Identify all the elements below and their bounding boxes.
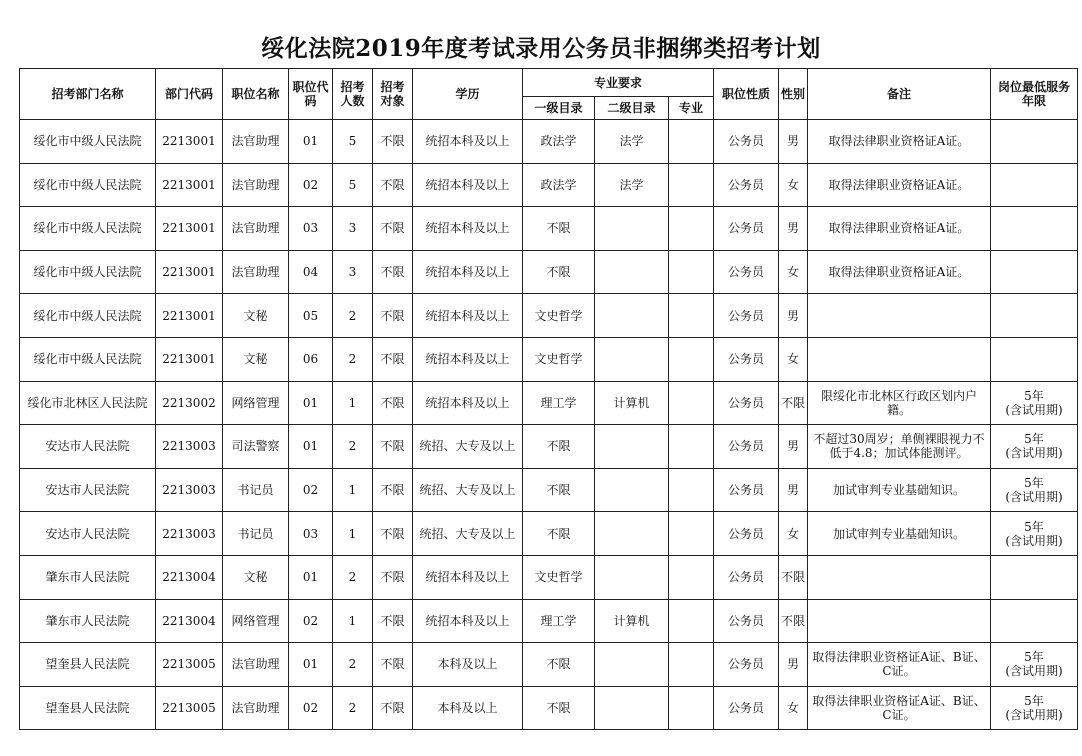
table-cell-edu: 本科及以上 <box>413 686 523 730</box>
table-cell-count: 3 <box>333 207 373 251</box>
table-cell-count: 2 <box>333 337 373 381</box>
table-cell-service <box>991 337 1078 381</box>
table-cell-major1: 不限 <box>523 512 595 556</box>
table-cell-major2: 法学 <box>595 120 669 164</box>
header-major2: 二级目录 <box>595 97 669 120</box>
table-cell-position: 书记员 <box>223 468 289 512</box>
table-cell-major2 <box>595 207 669 251</box>
table-cell-nature: 公务员 <box>714 381 779 425</box>
table-cell-major3 <box>669 555 714 599</box>
table-cell-gender: 不限 <box>779 599 808 643</box>
table-cell-code: 2213005 <box>156 686 223 730</box>
table-cell-gender: 不限 <box>779 555 808 599</box>
table-cell-service <box>991 163 1078 207</box>
table-cell-major2 <box>595 337 669 381</box>
table-cell-position: 司法警察 <box>223 425 289 469</box>
table-cell-major2: 计算机 <box>595 599 669 643</box>
table-cell-gender: 男 <box>779 294 808 338</box>
service-text: 5年 <box>1024 519 1044 534</box>
table-cell-target: 不限 <box>373 250 413 294</box>
table-cell-dept: 绥化市中级人民法院 <box>20 207 156 251</box>
table-cell-major3 <box>669 425 714 469</box>
header-major3: 专业 <box>669 97 714 120</box>
table-cell-major1: 理工学 <box>523 381 595 425</box>
table-cell-pos-code: 02 <box>289 163 333 207</box>
table-cell-edu: 统招、大专及以上 <box>413 512 523 556</box>
table-cell-nature: 公务员 <box>714 207 779 251</box>
table-cell-major2 <box>595 643 669 687</box>
header-service: 岗位最低服务年限 <box>991 69 1078 120</box>
table-cell-pos-code: 05 <box>289 294 333 338</box>
table-cell-major2 <box>595 425 669 469</box>
header-edu: 学历 <box>413 69 523 120</box>
table-cell-nature: 公务员 <box>714 643 779 687</box>
table-row <box>20 250 1078 294</box>
table-cell-count: 2 <box>333 555 373 599</box>
table-cell-code: 2213003 <box>156 425 223 469</box>
table-cell-nature: 公务员 <box>714 120 779 164</box>
table-cell-dept: 安达市人民法院 <box>20 512 156 556</box>
table-cell-major2 <box>595 555 669 599</box>
table-row <box>20 555 1078 599</box>
table-cell-dept: 安达市人民法院 <box>20 425 156 469</box>
table-cell-note: 取得法律职业资格证A证、B证、C证。 <box>808 686 991 730</box>
header-note: 备注 <box>808 69 991 120</box>
table-cell-position: 法官助理 <box>223 163 289 207</box>
table-cell-nature: 公务员 <box>714 599 779 643</box>
table-cell-major3 <box>669 381 714 425</box>
table-cell-pos-code: 01 <box>289 381 333 425</box>
table-row <box>20 686 1078 730</box>
table-cell-position: 文秘 <box>223 337 289 381</box>
service-text: 5年 <box>1024 388 1044 403</box>
header-position: 职位名称 <box>223 69 289 120</box>
table-cell-edu: 统招本科及以上 <box>413 381 523 425</box>
table-cell-position: 文秘 <box>223 294 289 338</box>
table-cell-position: 书记员 <box>223 512 289 556</box>
table-cell-target: 不限 <box>373 163 413 207</box>
table-cell-position: 网络管理 <box>223 381 289 425</box>
table-cell-count: 2 <box>333 425 373 469</box>
table-cell-major3 <box>669 250 714 294</box>
table-cell-count: 1 <box>333 381 373 425</box>
table-cell-major1: 不限 <box>523 425 595 469</box>
service-text: (含试用期) <box>1005 490 1063 505</box>
table-cell-major2: 法学 <box>595 163 669 207</box>
table-cell-gender: 女 <box>779 686 808 730</box>
header-count: 招考人数 <box>333 69 373 120</box>
table-cell-major1: 政法学 <box>523 163 595 207</box>
service-text: 5年 <box>1024 650 1044 665</box>
table-cell-position: 法官助理 <box>223 207 289 251</box>
table-cell-gender: 女 <box>779 163 808 207</box>
table-cell-major2 <box>595 294 669 338</box>
table-cell-target: 不限 <box>373 381 413 425</box>
table-cell-target: 不限 <box>373 686 413 730</box>
header-major1: 一级目录 <box>523 97 595 120</box>
table-cell-service <box>991 643 1078 687</box>
table-cell-code: 2213004 <box>156 555 223 599</box>
table-cell-major3 <box>669 686 714 730</box>
table-cell-major3 <box>669 294 714 338</box>
table-cell-gender: 女 <box>779 512 808 556</box>
table-cell-major1: 理工学 <box>523 599 595 643</box>
table-cell-major2 <box>595 512 669 556</box>
table-cell-service <box>991 207 1078 251</box>
recruitment-table <box>19 68 1078 730</box>
table-cell-dept: 安达市人民法院 <box>20 468 156 512</box>
header-code: 部门代码 <box>156 69 223 120</box>
table-cell-pos-code: 01 <box>289 643 333 687</box>
table-cell-service <box>991 120 1078 164</box>
table-cell-edu: 统招、大专及以上 <box>413 425 523 469</box>
table-cell-code: 2213001 <box>156 250 223 294</box>
table-cell-note <box>808 599 991 643</box>
table-cell-target: 不限 <box>373 512 413 556</box>
table-cell-service <box>991 599 1078 643</box>
table-cell-code: 2213001 <box>156 337 223 381</box>
table-cell-service <box>991 468 1078 512</box>
table-row <box>20 599 1078 643</box>
table-cell-service <box>991 686 1078 730</box>
table-cell-dept: 绥化市中级人民法院 <box>20 294 156 338</box>
table-cell-major1: 不限 <box>523 643 595 687</box>
table-cell-nature: 公务员 <box>714 512 779 556</box>
table-cell-dept: 望奎县人民法院 <box>20 643 156 687</box>
table-cell-note: 限绥化市北林区行政区划内户籍。 <box>808 381 991 425</box>
table-row <box>20 163 1078 207</box>
table-cell-service <box>991 250 1078 294</box>
table-cell-target: 不限 <box>373 468 413 512</box>
table-cell-note: 取得法律职业资格证A证。 <box>808 120 991 164</box>
table-cell-pos-code: 04 <box>289 250 333 294</box>
table-cell-major2: 计算机 <box>595 381 669 425</box>
table-cell-edu: 本科及以上 <box>413 643 523 687</box>
table-cell-dept: 绥化市中级人民法院 <box>20 250 156 294</box>
table-cell-code: 2213003 <box>156 468 223 512</box>
table-cell-nature: 公务员 <box>714 555 779 599</box>
table-cell-major1: 不限 <box>523 686 595 730</box>
table-cell-target: 不限 <box>373 337 413 381</box>
table-cell-major1: 不限 <box>523 468 595 512</box>
table-cell-count: 2 <box>333 294 373 338</box>
table-cell-major3 <box>669 120 714 164</box>
table-cell-dept: 肇东市人民法院 <box>20 599 156 643</box>
table-cell-pos-code: 03 <box>289 207 333 251</box>
table-row <box>20 381 1078 425</box>
header-pos-code: 职位代码 <box>289 69 333 120</box>
table-cell-edu: 统招本科及以上 <box>413 555 523 599</box>
table-cell-gender: 男 <box>779 120 808 164</box>
table-cell-dept: 绥化市中级人民法院 <box>20 337 156 381</box>
service-text: (含试用期) <box>1005 446 1063 461</box>
table-cell-target: 不限 <box>373 207 413 251</box>
table-cell-major2 <box>595 250 669 294</box>
table-cell-edu: 统招本科及以上 <box>413 250 523 294</box>
table-cell-service <box>991 381 1078 425</box>
table-cell-major3 <box>669 643 714 687</box>
table-cell-edu: 统招本科及以上 <box>413 294 523 338</box>
table-cell-service <box>991 425 1078 469</box>
table-cell-pos-code: 01 <box>289 425 333 469</box>
table-cell-note: 取得法律职业资格证A证。 <box>808 207 991 251</box>
table-cell-major1: 文史哲学 <box>523 337 595 381</box>
table-cell-count: 5 <box>333 163 373 207</box>
table-cell-edu: 统招本科及以上 <box>413 120 523 164</box>
service-text: (含试用期) <box>1005 402 1063 417</box>
table-cell-gender: 男 <box>779 207 808 251</box>
table-cell-major1: 不限 <box>523 207 595 251</box>
header-major-group: 专业要求 <box>523 69 714 97</box>
table-cell-code: 2213001 <box>156 163 223 207</box>
table-cell-nature: 公务员 <box>714 294 779 338</box>
table-cell-target: 不限 <box>373 643 413 687</box>
table-cell-gender: 男 <box>779 643 808 687</box>
table-row <box>20 425 1078 469</box>
table-cell-target: 不限 <box>373 555 413 599</box>
table-cell-dept: 望奎县人民法院 <box>20 686 156 730</box>
table-row <box>20 294 1078 338</box>
header-dept: 招考部门名称 <box>20 69 156 120</box>
table-cell-pos-code: 01 <box>289 120 333 164</box>
table-cell-edu: 统招本科及以上 <box>413 207 523 251</box>
table-cell-target: 不限 <box>373 599 413 643</box>
table-cell-count: 2 <box>333 643 373 687</box>
table-cell-gender: 女 <box>779 250 808 294</box>
table-row <box>20 643 1078 687</box>
table-cell-major3 <box>669 163 714 207</box>
header-nature: 职位性质 <box>714 69 779 120</box>
table-cell-code: 2213004 <box>156 599 223 643</box>
table-cell-count: 1 <box>333 599 373 643</box>
service-text: 5年 <box>1024 476 1044 491</box>
table-cell-code: 2213001 <box>156 120 223 164</box>
table-cell-edu: 统招本科及以上 <box>413 163 523 207</box>
table-cell-major3 <box>669 468 714 512</box>
table-cell-major3 <box>669 207 714 251</box>
table-cell-edu: 统招本科及以上 <box>413 337 523 381</box>
service-text: 5年 <box>1024 432 1044 447</box>
service-text: (含试用期) <box>1005 708 1063 723</box>
table-cell-major3 <box>669 599 714 643</box>
table-cell-position: 法官助理 <box>223 643 289 687</box>
table-cell-pos-code: 02 <box>289 599 333 643</box>
table-cell-gender: 男 <box>779 425 808 469</box>
table-cell-pos-code: 03 <box>289 512 333 556</box>
table-cell-dept: 绥化市中级人民法院 <box>20 120 156 164</box>
table-cell-pos-code: 01 <box>289 555 333 599</box>
table-cell-code: 2213001 <box>156 294 223 338</box>
service-text: 5年 <box>1024 694 1044 709</box>
service-text: (含试用期) <box>1005 664 1063 679</box>
table-cell-note: 加试审判专业基础知识。 <box>808 512 991 556</box>
table-cell-edu: 统招本科及以上 <box>413 599 523 643</box>
table-cell-major1: 文史哲学 <box>523 294 595 338</box>
table-cell-nature: 公务员 <box>714 337 779 381</box>
table-cell-count: 2 <box>333 686 373 730</box>
table-cell-code: 2213001 <box>156 207 223 251</box>
table-cell-note <box>808 294 991 338</box>
table-cell-target: 不限 <box>373 120 413 164</box>
table-cell-service <box>991 512 1078 556</box>
table-cell-note: 取得法律职业资格证A证。 <box>808 250 991 294</box>
table-cell-note <box>808 337 991 381</box>
table-cell-dept: 绥化市中级人民法院 <box>20 163 156 207</box>
table-cell-dept: 肇东市人民法院 <box>20 555 156 599</box>
table-row <box>20 468 1078 512</box>
table-row <box>20 207 1078 251</box>
table-cell-nature: 公务员 <box>714 468 779 512</box>
table-cell-major2 <box>595 686 669 730</box>
table-cell-position: 法官助理 <box>223 120 289 164</box>
table-cell-note: 取得法律职业资格证A证、B证、C证。 <box>808 643 991 687</box>
table-cell-nature: 公务员 <box>714 425 779 469</box>
table-cell-nature: 公务员 <box>714 686 779 730</box>
table-cell-gender: 男 <box>779 468 808 512</box>
table-cell-edu: 统招、大专及以上 <box>413 468 523 512</box>
table-cell-dept: 绥化市北林区人民法院 <box>20 381 156 425</box>
table-cell-position: 网络管理 <box>223 599 289 643</box>
table-cell-service <box>991 555 1078 599</box>
table-cell-nature: 公务员 <box>714 250 779 294</box>
service-text: (含试用期) <box>1005 533 1063 548</box>
table-cell-note: 取得法律职业资格证A证。 <box>808 163 991 207</box>
table-row <box>20 512 1078 556</box>
table-cell-pos-code: 02 <box>289 686 333 730</box>
table-cell-count: 5 <box>333 120 373 164</box>
table-cell-nature: 公务员 <box>714 163 779 207</box>
table-cell-service <box>991 294 1078 338</box>
table-cell-count: 3 <box>333 250 373 294</box>
table-cell-note <box>808 555 991 599</box>
table-cell-major3 <box>669 337 714 381</box>
table-cell-gender: 女 <box>779 337 808 381</box>
table-cell-code: 2213002 <box>156 381 223 425</box>
table-cell-pos-code: 02 <box>289 468 333 512</box>
table-cell-major1: 不限 <box>523 250 595 294</box>
table-cell-major3 <box>669 512 714 556</box>
table-cell-note: 不超过30周岁；单侧裸眼视力不低于4.8；加试体能测评。 <box>808 425 991 469</box>
table-cell-code: 2213003 <box>156 512 223 556</box>
table-cell-target: 不限 <box>373 425 413 469</box>
table-cell-major1: 文史哲学 <box>523 555 595 599</box>
table-row <box>20 120 1078 164</box>
header-target: 招考对象 <box>373 69 413 120</box>
table-cell-count: 1 <box>333 468 373 512</box>
table-cell-position: 法官助理 <box>223 686 289 730</box>
table-cell-position: 文秘 <box>223 555 289 599</box>
table-cell-target: 不限 <box>373 294 413 338</box>
table-cell-position: 法官助理 <box>223 250 289 294</box>
table-cell-major1: 政法学 <box>523 120 595 164</box>
table-row <box>20 337 1078 381</box>
header-gender: 性别 <box>779 69 808 120</box>
page-title: 绥化法院2019年度考试录用公务员非捆绑类招考计划 <box>261 35 821 62</box>
table-cell-pos-code: 06 <box>289 337 333 381</box>
table-cell-note: 加试审判专业基础知识。 <box>808 468 991 512</box>
table-cell-major2 <box>595 468 669 512</box>
table-cell-count: 1 <box>333 512 373 556</box>
table-cell-code: 2213005 <box>156 643 223 687</box>
table-cell-gender: 不限 <box>779 381 808 425</box>
